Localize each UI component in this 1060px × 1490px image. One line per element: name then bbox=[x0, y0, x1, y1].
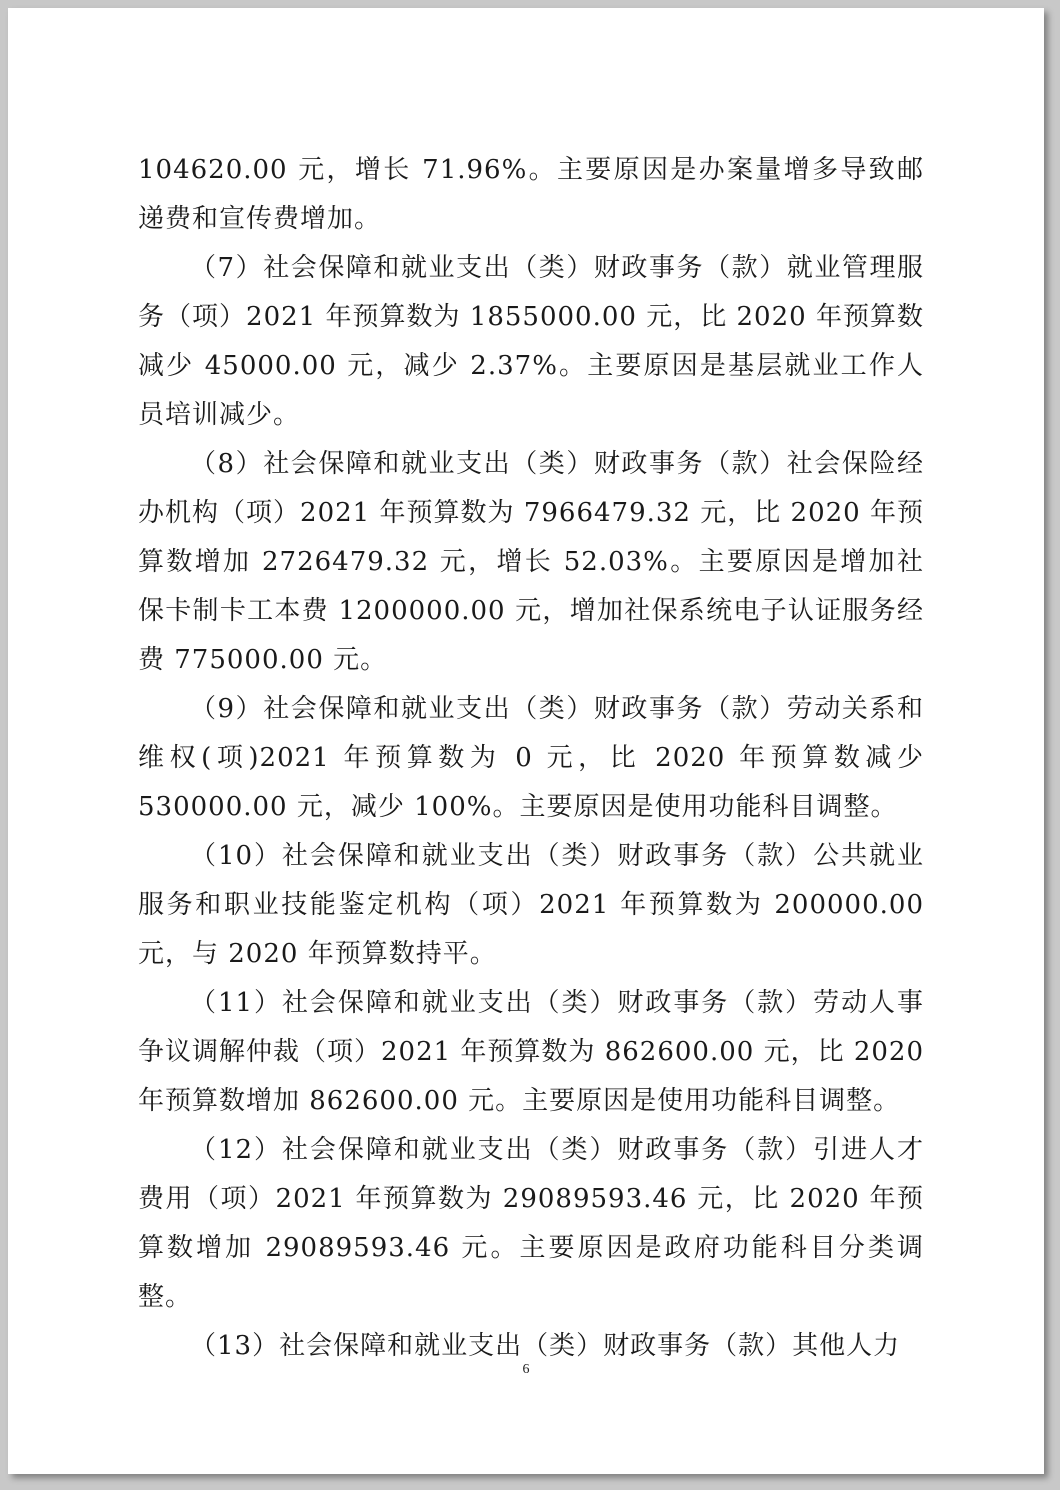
paragraph-item-13: （13）社会保障和就业支出（类）财政事务（款）其他人力 bbox=[190, 1331, 901, 1361]
paragraph-continuation: 104620.00 元，增长 71.96%。主要原因是办案量增多导致邮递费和宣传费增加。 bbox=[138, 155, 924, 234]
paragraph-item-7: （7）社会保障和就业支出（类）财政事务（款）就业管理服务（项）2021 年预算数为 1855000.00 元，比 2020 年预算数减少 45000.00 元，减少 2.37%。主要原因是基层就业工作人员培训减少。 bbox=[138, 253, 924, 430]
paragraph-item-9: （9）社会保障和就业支出（类）财政事务（款）劳动关系和维权(项)2021 年预算数为 0 元，比 2020 年预算数减少 530000.00 元，减少 100%。主要原因是使用功能科目调整。 bbox=[138, 694, 924, 822]
paragraph-item-8: （8）社会保障和就业支出（类）财政事务（款）社会保险经办机构（项）2021 年预算数为 7966479.32 元，比 2020 年预算数增加 2726479.32 元，增长 52.03%。主要原因是增加社保卡制卡工本费 1200000.00 元，增加社保系统电子认证服务经费 775000.00 元。 bbox=[138, 449, 924, 675]
document-page bbox=[8, 8, 1044, 1474]
paragraph-item-11: （11）社会保障和就业支出（类）财政事务（款）劳动人事争议调解仲裁（项）2021 年预算数为 862600.00 元，比 2020 年预算数增加 862600.00 元。主要原因是使用功能科目调整。 bbox=[138, 988, 924, 1116]
page-number: 6 bbox=[522, 1362, 530, 1377]
page-body bbox=[138, 146, 924, 1371]
paragraph-item-10: （10）社会保障和就业支出（类）财政事务（款）公共就业服务和职业技能鉴定机构（项）2021 年预算数为 200000.00 元，与 2020 年预算数持平。 bbox=[138, 841, 924, 969]
paragraph-item-12: （12）社会保障和就业支出（类）财政事务（款）引进人才费用（项）2021 年预算数为 29089593.46 元，比 2020 年预算数增加 29089593.46 元。主要原因是政府功能科目分类调整。 bbox=[138, 1135, 924, 1312]
